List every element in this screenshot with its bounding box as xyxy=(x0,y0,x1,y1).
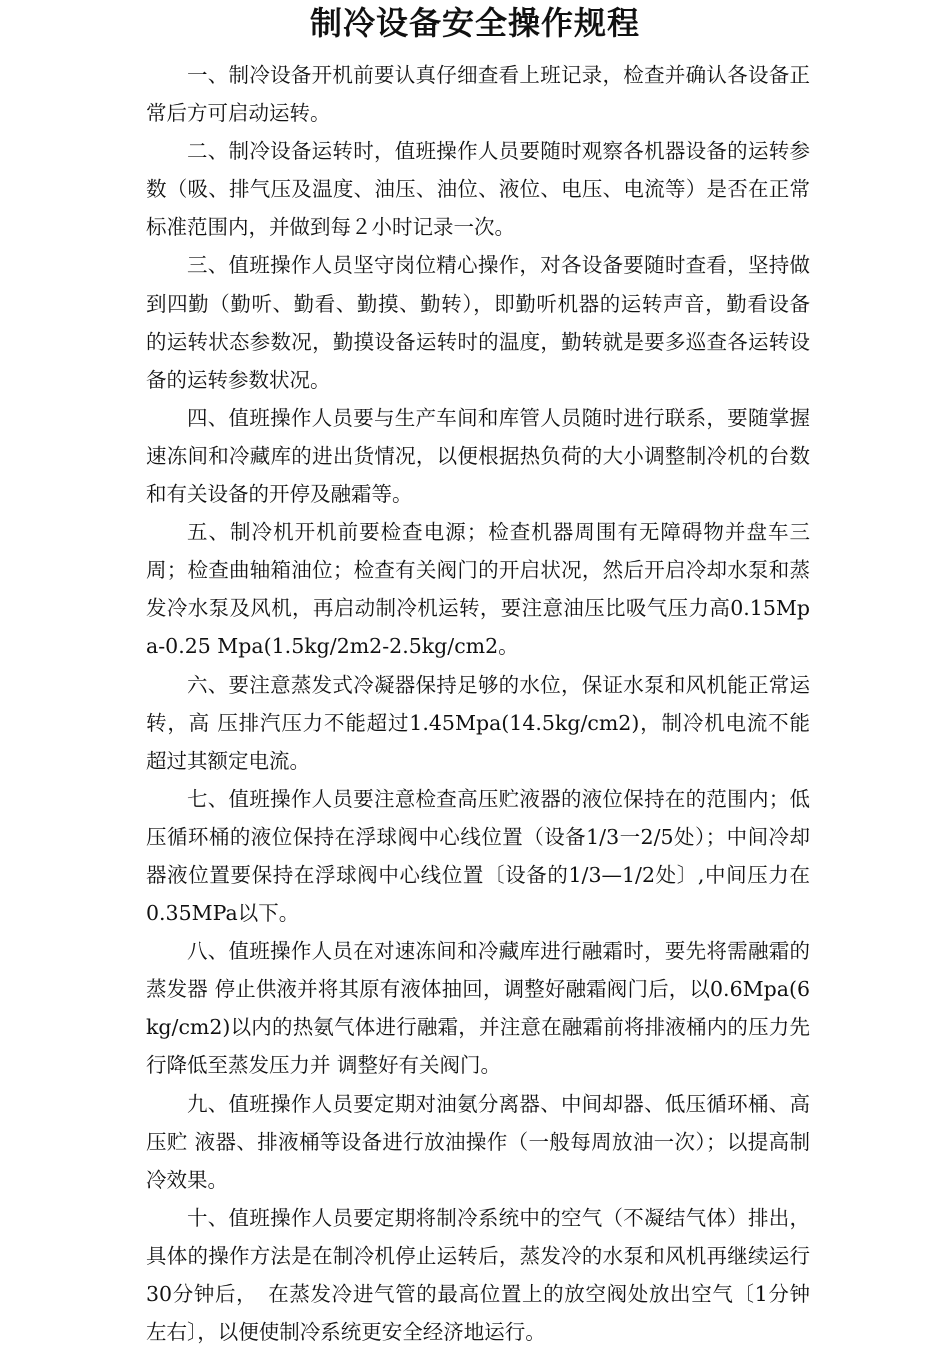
document-body xyxy=(146,56,810,1351)
paragraph-9: 九、值班操作人员要定期对油氨分离器、中间却器、低压循环桶、高压贮 液器、排液桶等设备进行放油操作（一般每周放油一次）；以提高制冷效果。 xyxy=(146,1091,810,1192)
paragraph-4: 四、值班操作人员要与生产车间和库管人员随时进行联系，要随掌握速冻间和冷藏库的进出货情况，以便根据热负荷的大小调整制冷机的台数和有关设备的开停及融霜等。 xyxy=(146,405,810,507)
paragraph-10: 十、值班操作人员要定期将制冷系统中的空气（不凝结气体）排出，具体的操作方法是在制冷机停止运转后，蒸发冷的水泵和风机再继续运行30分钟后， 在蒸发冷进气管的最高位置上的放空阀处放出空气〔1分钟左右〕，以便使制冷系统更安全经济地运行。 xyxy=(146,1205,810,1345)
paragraph-6: 六、要注意蒸发式冷凝器保持足够的水位，保证水泵和风机能正常运转，高 压排汽压力不能超过1.45Mpa(14.5kg/cm2)，制冷机电流不能超过其额定电流。 xyxy=(146,672,810,773)
paragraph-2: 二、制冷设备运转时，值班操作人员要随时观察各机器设备的运转参数（吸、排气压及温度、油压、油位、液位、电压、电流等）是否在正常标准范围内，并做到每２小时记录一次。 xyxy=(146,139,810,240)
paragraph-1: 一、制冷设备开机前要认真仔细查看上班记录，检查并确认各设备正常后方可启动运转。 xyxy=(146,63,810,126)
paragraph-7: 七、值班操作人员要注意检查高压贮液器的液位保持在的范围内；低压循环桶的液位保持在浮球阀中心线位置（设备1/3一2/5处）；中间冷却器液位置要保持在浮球阀中心线位置〔设备的1/3—1/2处〕,中间压力在0.35MPa以下。 xyxy=(146,786,810,926)
paragraph-5: 五、制冷机开机前要检查电源；检查机器周围有无障碍物并盘车三周；检查曲轴箱油位；检查有关阀门的开启状况，然后开启冷却水泵和蒸发冷水泵及风机，再启动制冷机运转，要注意油压比吸气压力高0.15Mpa-0.25 Mpa(1.5kg/2m2-2.5kg/cm2。 xyxy=(146,520,810,659)
document-title: 制冷设备安全操作规程 xyxy=(309,4,640,42)
paragraph-8: 八、值班操作人员在对速冻间和冷藏库进行融霜时，要先将需融霜的蒸发器 停止供液并将其原有液体抽回，调整好融霜阀门后，以0.6Mpa(6kg/cm2)以内的热氨气体进行融霜，并注意在融霜前将排液桶内的压力先行降低至蒸发压力并 调整好有关阀门。 xyxy=(146,939,810,1078)
paragraph-3: 三、值班操作人员坚守岗位精心操作，对各设备要随时查看，坚持做到四勤（勤听、勤看、勤摸、勤转），即勤听机器的运转声音，勤看设备的运转状态参数况，勤摸设备运转时的温度，勤转就是要多巡查各运转设备的运转参数状况。 xyxy=(146,253,810,392)
